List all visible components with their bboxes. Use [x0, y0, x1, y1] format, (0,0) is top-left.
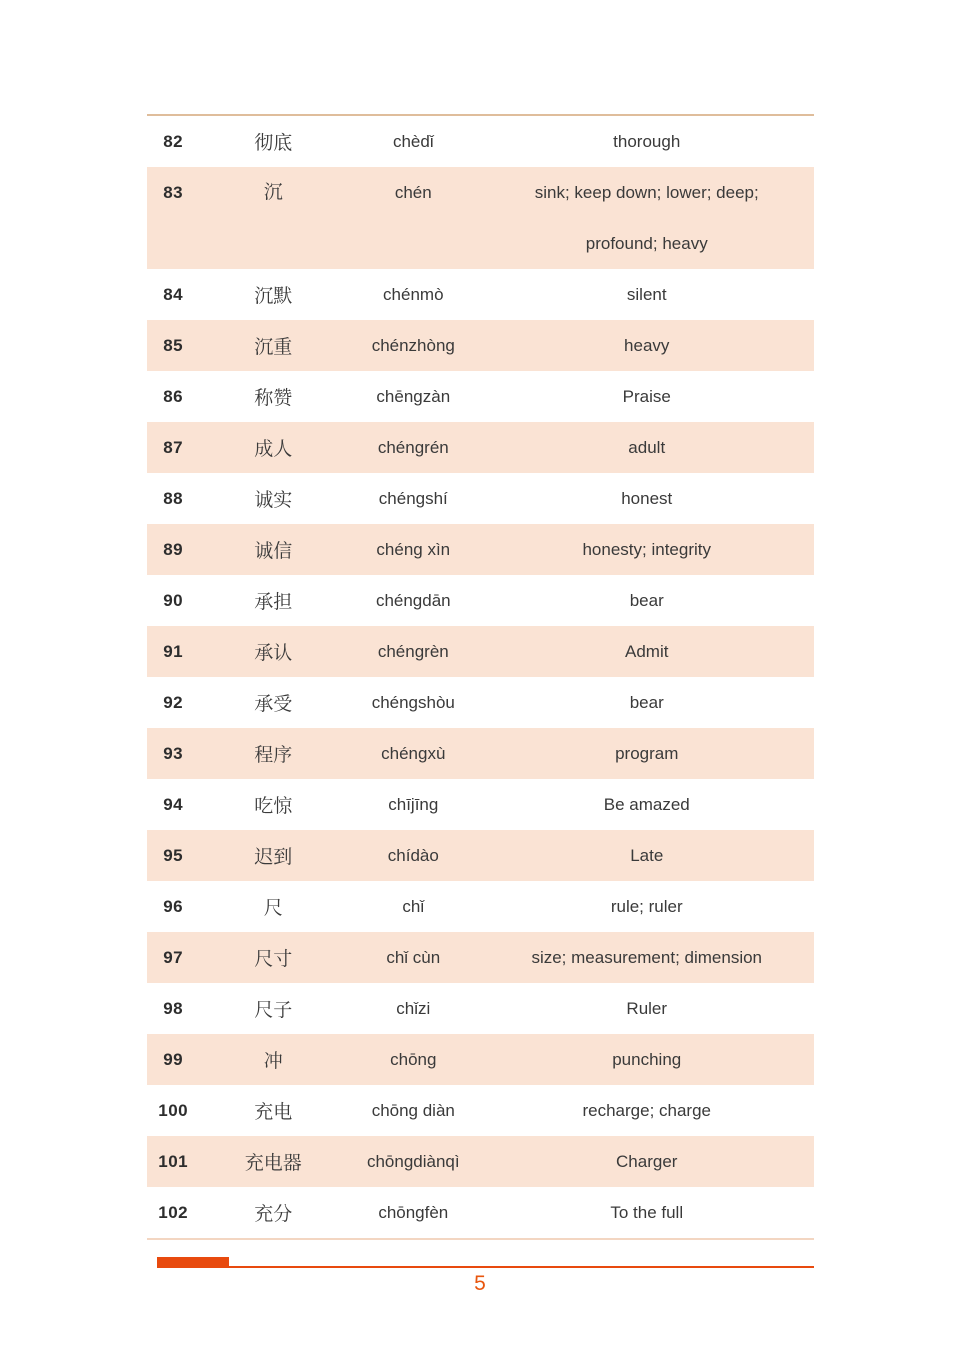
row-number: 88 — [163, 488, 184, 508]
english-line: honesty; integrity — [582, 539, 711, 559]
english-text — [480, 999, 814, 1019]
english-text — [480, 167, 814, 269]
row-number: 101 — [158, 1151, 189, 1171]
hanzi-text: 充电 — [254, 1102, 293, 1123]
row-number: 95 — [163, 845, 184, 865]
english-text — [480, 897, 814, 917]
english-text — [480, 132, 814, 152]
hanzi-text: 尺子 — [254, 1000, 293, 1021]
english-line: Be amazed — [603, 794, 690, 814]
hanzi-text: 成人 — [254, 439, 293, 460]
english-text — [480, 795, 814, 815]
english-line: recharge; charge — [582, 1100, 711, 1120]
row-number: 86 — [163, 386, 184, 406]
table-row — [147, 1136, 814, 1187]
hanzi-text: 承担 — [254, 592, 293, 613]
row-number: 91 — [163, 641, 184, 661]
pinyin-text: chén — [394, 183, 432, 202]
english-line: Charger — [616, 1151, 678, 1171]
english-text — [480, 336, 814, 356]
english-text — [480, 540, 814, 560]
english-line: adult — [628, 437, 666, 457]
hanzi-text: 充分 — [254, 1204, 293, 1225]
table-row — [147, 371, 814, 422]
english-text — [480, 846, 814, 866]
row-number: 94 — [163, 794, 184, 814]
table-row — [147, 1085, 814, 1136]
pinyin-text: chōngdiànqì — [366, 1151, 460, 1171]
hanzi-text: 承认 — [254, 643, 293, 664]
english-text — [480, 387, 814, 407]
hanzi-text: 尺 — [263, 898, 283, 919]
table-row — [147, 524, 814, 575]
english-text — [480, 642, 814, 662]
row-number: 87 — [163, 437, 184, 457]
row-number: 98 — [163, 998, 184, 1018]
hanzi-text: 尺寸 — [254, 949, 293, 970]
row-number: 93 — [163, 743, 184, 763]
footer-accent-line — [157, 1266, 814, 1268]
hanzi-text: 诚信 — [254, 541, 293, 562]
pinyin-text: chéng xìn — [376, 539, 451, 559]
pinyin-text: chōngfèn — [378, 1202, 449, 1222]
english-line: Praise — [622, 386, 671, 406]
english-text — [480, 285, 814, 305]
hanzi-text: 沉 — [263, 182, 283, 203]
table-row — [147, 422, 814, 473]
hanzi-text: 沉重 — [254, 337, 293, 358]
english-text — [480, 438, 814, 458]
english-line: Ruler — [626, 998, 668, 1018]
english-text — [480, 948, 814, 968]
table-row — [147, 269, 814, 320]
hanzi-text: 冲 — [263, 1051, 283, 1072]
pinyin-text: chéngxù — [381, 743, 446, 763]
english-text — [480, 591, 814, 611]
english-text — [480, 1101, 814, 1121]
row-number: 89 — [163, 539, 184, 559]
hanzi-text: 称赞 — [254, 388, 293, 409]
pinyin-text: chídào — [387, 845, 439, 865]
hanzi-text: 沉默 — [254, 286, 293, 307]
table-row — [147, 1187, 814, 1238]
hanzi-text: 程序 — [254, 745, 293, 766]
row-number: 84 — [163, 284, 184, 304]
hanzi-text: 迟到 — [254, 847, 293, 868]
page-number: 5 — [474, 1272, 486, 1295]
hanzi-text: 彻底 — [254, 133, 293, 154]
pinyin-text: chénmò — [383, 284, 444, 304]
row-number: 97 — [163, 947, 184, 967]
hanzi-text: 诚实 — [254, 490, 293, 511]
pinyin-text: chénzhòng — [371, 335, 455, 355]
table-row — [147, 932, 814, 983]
english-line: sink; keep down; lower; deep; — [534, 183, 759, 202]
english-line: punching — [612, 1049, 682, 1069]
pinyin-text: chōng — [390, 1049, 437, 1069]
table-row — [147, 779, 814, 830]
english-text — [480, 489, 814, 509]
english-line: thorough — [613, 131, 681, 151]
row-number: 96 — [163, 896, 184, 916]
table-row — [147, 881, 814, 932]
hanzi-text: 承受 — [254, 694, 293, 715]
pinyin-text: chǐ — [402, 896, 425, 916]
table-row — [147, 116, 814, 167]
english-line: program — [615, 743, 679, 763]
pinyin-text: chēngzàn — [376, 386, 451, 406]
table-row — [147, 983, 814, 1034]
english-line: size; measurement; dimension — [531, 947, 762, 967]
table-row — [147, 626, 814, 677]
english-text — [480, 1203, 814, 1223]
table-row — [147, 830, 814, 881]
english-line: heavy — [624, 335, 670, 355]
page-content — [147, 0, 814, 1268]
row-number: 90 — [163, 590, 184, 610]
row-number: 100 — [158, 1100, 189, 1120]
pinyin-text: chéngshòu — [371, 692, 455, 712]
english-line: rule; ruler — [610, 896, 683, 916]
pinyin-text: chǐ cùn — [386, 947, 441, 967]
table-row — [147, 575, 814, 626]
english-line: profound; heavy — [585, 234, 708, 253]
english-text — [480, 693, 814, 713]
row-number: 83 — [163, 183, 184, 202]
row-number: 102 — [158, 1202, 189, 1222]
pinyin-text: chéngrèn — [377, 641, 449, 661]
pinyin-text: chéngshí — [378, 488, 448, 508]
english-line: To the full — [610, 1202, 684, 1222]
english-line: honest — [621, 488, 673, 508]
english-line: bear — [629, 590, 664, 610]
english-line: bear — [629, 692, 664, 712]
english-text — [480, 1050, 814, 1070]
table-row — [147, 167, 814, 269]
pinyin-text: chījīng — [388, 794, 439, 814]
table-row — [147, 473, 814, 524]
row-number: 92 — [163, 692, 184, 712]
english-text — [480, 744, 814, 764]
table-row — [147, 677, 814, 728]
english-line: silent — [626, 284, 667, 304]
table-row — [147, 320, 814, 371]
pinyin-text: chèdǐ — [392, 131, 434, 151]
hanzi-text: 吃惊 — [254, 796, 293, 817]
table-row — [147, 1034, 814, 1085]
pinyin-text: chéngdān — [375, 590, 451, 610]
pinyin-text: chǐzi — [396, 998, 431, 1018]
english-line: Late — [630, 845, 664, 865]
hanzi-text: 充电器 — [244, 1153, 302, 1174]
pinyin-text: chōng diàn — [371, 1100, 455, 1120]
row-number: 85 — [163, 335, 184, 355]
footer-accent — [147, 1257, 814, 1268]
english-line: Admit — [625, 641, 669, 661]
row-number: 82 — [163, 131, 184, 151]
bottom-rule — [147, 1238, 814, 1240]
vocab-table — [147, 116, 814, 1238]
pinyin-text: chéngrén — [377, 437, 449, 457]
row-number: 99 — [163, 1049, 184, 1069]
english-text — [480, 1152, 814, 1172]
table-row — [147, 728, 814, 779]
